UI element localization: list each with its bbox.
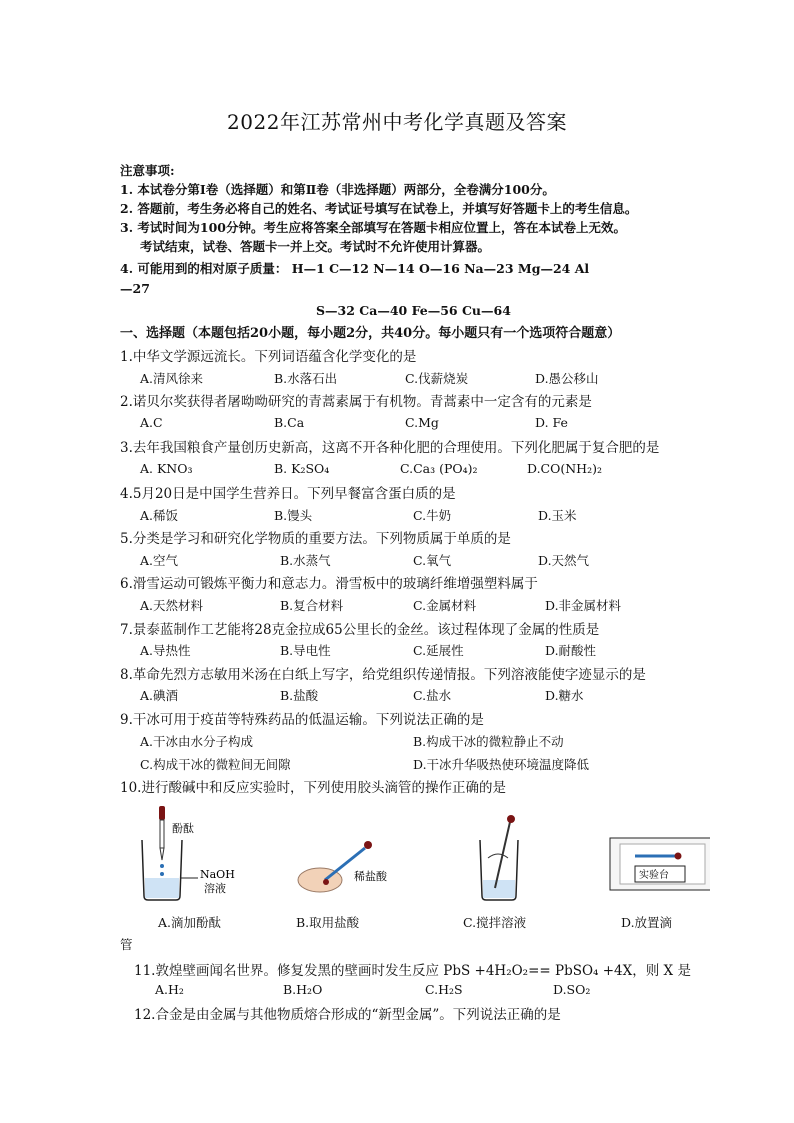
note-4c: S—32 Ca—40 Fe—56 Cu—64 xyxy=(316,303,511,318)
option: B.H₂O xyxy=(283,982,323,997)
question-stem: 8.革命先烈方志敏用米汤在白纸上写字，给党组织传递情报。下列溶液能使字迹显示的是 xyxy=(120,667,646,683)
option: D.非金属材料 xyxy=(545,598,622,613)
option: A.稀饭 xyxy=(140,508,179,523)
option: A.C xyxy=(140,415,163,430)
option-continuation: 管 xyxy=(120,937,133,952)
option: A.碘酒 xyxy=(140,688,179,703)
option: C.伐薪烧炭 xyxy=(405,371,469,386)
question-stem: 3.去年我国粮食产量创历史新高，这离不开各种化肥的合理使用。下列化肥属于复合肥的是 xyxy=(120,440,660,456)
option: C.搅拌溶液 xyxy=(463,915,527,930)
option: D.愚公移山 xyxy=(535,371,599,386)
option: B.馒头 xyxy=(274,508,313,523)
notes-heading: 注意事项: xyxy=(120,163,175,178)
option: B.水蒸气 xyxy=(280,553,331,568)
note-4b: —27 xyxy=(120,281,150,296)
option: C.构成干冰的微粒间无间隙 xyxy=(140,757,291,772)
solution-label: 溶液 xyxy=(204,882,226,895)
option: C.H₂S xyxy=(425,982,463,997)
question-stem: 10.进行酸碱中和反应实验时，下列使用胶头滴管的操作正确的是 xyxy=(120,780,506,796)
question-stem: 12.合金是由金属与其他物质熔合形成的“新型金属”。下列说法正确的是 xyxy=(134,1007,561,1023)
naoh-label: NaOH xyxy=(200,868,235,881)
option: C.氧气 xyxy=(413,553,452,568)
question-stem: 11.敦煌壁画闻名世界。修复发黑的壁画时发生反应 PbS +4H₂O₂== PbSO₄ +4X，则 X 是 xyxy=(134,963,691,979)
option: C.金属材料 xyxy=(413,598,477,613)
option: B.Ca xyxy=(274,415,305,430)
option: C.Ca₃ (PO₄)₂ xyxy=(400,461,478,476)
q10-figures xyxy=(130,800,710,910)
option: D.耐酸性 xyxy=(545,643,597,658)
option: A. KNO₃ xyxy=(140,461,193,476)
question-stem: 2.诺贝尔奖获得者屠呦呦研究的青蒿素属于有机物。青蒿素中一定含有的元素是 xyxy=(120,394,592,410)
note-1: 1. 本试卷分第Ⅰ卷（选择题）和第Ⅱ卷（非选择题）两部分，全卷满分100分。 xyxy=(120,182,555,197)
option: C.延展性 xyxy=(413,643,464,658)
option: D.干冰升华吸热使环境温度降低 xyxy=(413,757,590,772)
note-3b: 考试结束，试卷、答题卡一并上交。考试时不允许使用计算器。 xyxy=(140,239,491,254)
option: C.Mg xyxy=(405,415,439,430)
note-4a: 4. 可能用到的相对原子质量： H—1 C—12 N—14 O—16 Na—23 Mg—24 Al xyxy=(120,261,590,276)
note-3a: 3. 考试时间为100分钟。考生应将答案全部填写在答题卡相应位置上，答在本试卷上无效。 xyxy=(120,220,626,235)
option: A.干冰由水分子构成 xyxy=(140,734,254,749)
note-2: 2. 答题前，考生务必将自己的姓名、考试证号填写在试卷上，并填写好答题卡上的考生信息。 xyxy=(120,201,638,216)
question-stem: 4.5月20日是中国学生营养日。下列早餐富含蛋白质的是 xyxy=(120,486,456,502)
option: B.水落石出 xyxy=(274,371,338,386)
option: C.牛奶 xyxy=(413,508,452,523)
phenolphthalein-label: 酚酞 xyxy=(172,822,194,835)
option: D.玉米 xyxy=(538,508,577,523)
bench-label: 实验台 xyxy=(639,870,669,881)
question-stem: 5.分类是学习和研究化学物质的重要方法。下列物质属于单质的是 xyxy=(120,531,511,547)
option: B.复合材料 xyxy=(280,598,344,613)
option: A.清风徐来 xyxy=(140,371,204,386)
option: D.糖水 xyxy=(545,688,584,703)
option: A.滴加酚酞 xyxy=(158,915,222,930)
option: A.导热性 xyxy=(140,643,191,658)
question-stem: 1.中华文学源远流长。下列词语蕴含化学变化的是 xyxy=(120,349,417,365)
question-stem: 7.景泰蓝制作工艺能将28克金拉成65公里长的金丝。该过程体现了金属的性质是 xyxy=(120,622,600,638)
option: A.H₂ xyxy=(155,982,184,997)
option: D.天然气 xyxy=(538,553,590,568)
option: B.盐酸 xyxy=(280,688,319,703)
option: B.取用盐酸 xyxy=(296,915,360,930)
option: A.空气 xyxy=(140,553,179,568)
option: D. Fe xyxy=(535,415,568,430)
figure-b-hand-dropper xyxy=(298,841,388,892)
option: A.天然材料 xyxy=(140,598,204,613)
figure-a-dropper-beaker xyxy=(142,806,235,900)
option: C.盐水 xyxy=(413,688,452,703)
section-heading: 一、选择题（本题包括20小题，每小题2分，共40分。每小题只有一个选项符合题意） xyxy=(120,326,621,341)
question-stem: 6.滑雪运动可锻炼平衡力和意志力。滑雪板中的玻璃纤维增强塑料属于 xyxy=(120,576,538,592)
question-stem: 9.干冰可用于疫苗等特殊药品的低温运输。下列说法正确的是 xyxy=(120,712,484,728)
option: B.构成干冰的微粒静止不动 xyxy=(413,734,564,749)
option: B.导电性 xyxy=(280,643,331,658)
figure-d-bench xyxy=(610,838,710,890)
option: D.CO(NH₂)₂ xyxy=(527,461,602,476)
option: D.放置滴 xyxy=(621,915,673,930)
figure-c-stirring-beaker xyxy=(480,815,518,900)
option: D.SO₂ xyxy=(553,982,591,997)
option: B. K₂SO₄ xyxy=(274,461,330,476)
hcl-label: 稀盐酸 xyxy=(354,870,387,883)
page-title: 2022年江苏常州中考化学真题及答案 xyxy=(227,110,567,134)
